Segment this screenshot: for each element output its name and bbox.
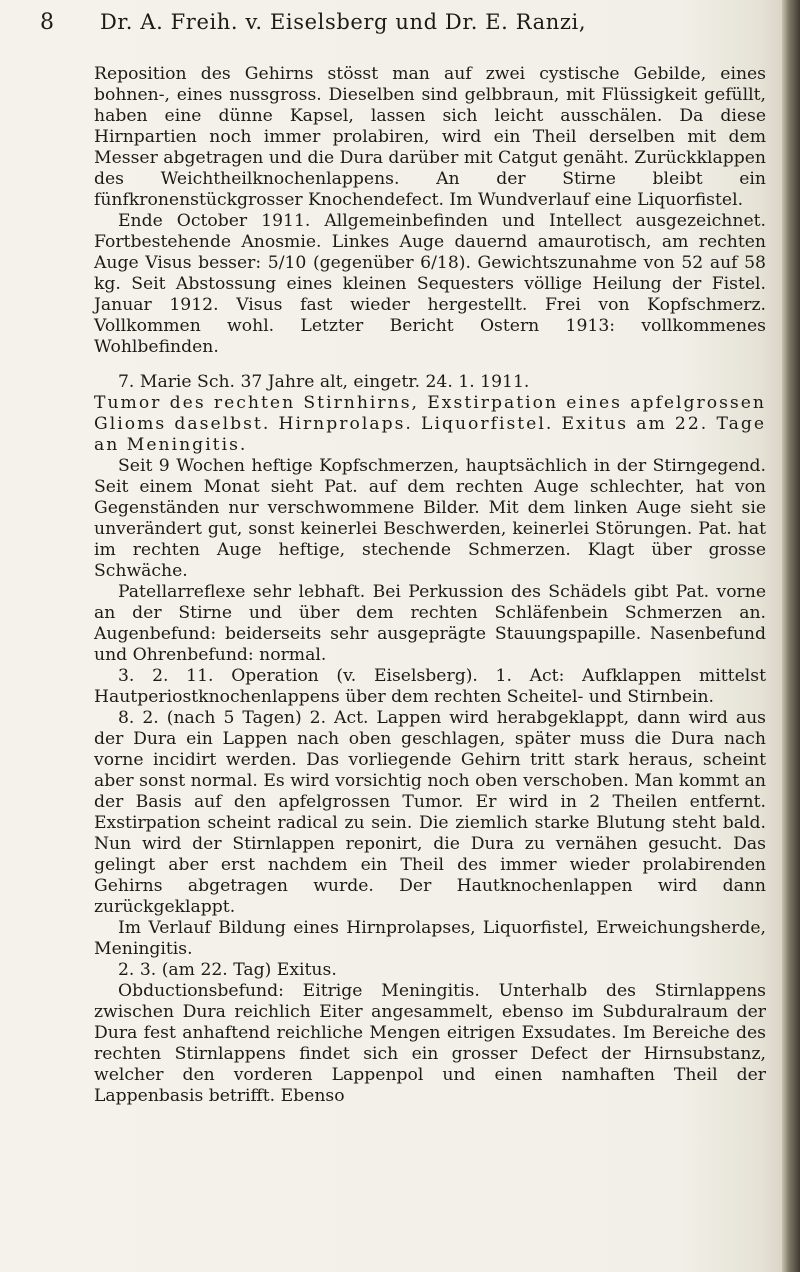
paragraph-follow-up: Ende October 1911. Allgemeinbefinden und Intellect ausgezeichnet. Fortbestehende Anosmie. Linkes Auge dauernd amaurotisch, am rechten Auge Visus besser: 5/10 (gegenüber 6/18). Gewichtszunahme von 52 auf 58 kg. Seit Abstossung eines kleinen Sequesters völlige Heilung der Fistel. Januar 1912. Visus fast wieder hergestellt. Frei von Kopfschmerz. Vollkommen wohl. Letzter Bericht Ostern 1913: vollkommenes Wohlbefinden. [94,211,766,357]
case-heading: 7. Marie Sch. 37 Jahre alt, eingetr. 24. 1. 1911. [118,372,530,392]
paragraph-history: Seit 9 Wochen heftige Kopfschmerzen, hauptsächlich in der Stirngegend. Seit einem Monat sieht Pat. auf dem rechten Auge schlechter, hat von Gegenständen nur verschwommene Bilder. Mit dem linken Auge sieht sie unverändert gut, sonst keinerlei Beschwerden, keinerlei Störungen. Pat. hat im rechten Auge heftige, stechende Schmerzen. Klagt über grosse Schwäche. [94,456,766,581]
paragraph-operation-second-act: 8. 2. (nach 5 Tagen) 2. Act. Lappen wird herabgeklappt, dann wird aus der Dura ein Lappen nach oben geschlagen, später muss die Dura nach vorne incidirt werden. Das vorliegende Gehirn tritt stark heraus, scheint aber sonst normal. Es wird vorsichtig noch oben verschoben. Man kommt an der Basis auf den apfelgrossen Tumor. Er wird in 2 Theilen entfernt. Exstirpation scheint radical zu sein. Die ziemlich starke Blutung steht bald. Nun wird der Stirnlappen reponirt, die Dura zu vernähen gesucht. Das gelingt aber erst nachdem ein Theil des immer wieder prolabirenden Gehirns abgetragen wurde. Der Hautknochenlappen wird dann zurückgeklappt. [94,708,766,917]
page-header [40,10,740,40]
running-head: Dr. A. Freih. v. Eiselsberg und Dr. E. Ranzi, [100,10,587,34]
paragraph-reposition: Reposition des Gehirns stösst man auf zwei cystische Gebilde, eines bohnen-, eines nussgross. Dieselben sind gelbbraun, mit Flüssigkeit gefüllt, haben eine dünne Kapsel, lassen sich leicht ausschälen. Da diese Hirnpartien noch immer prolabiren, wird ein Theil derselben mit dem Messer abgetragen und die Dura darüber mit Catgut genäht. Zurückklappen des Weichtheilknochenlappens. An der Stirne bleibt ein fünfkronenstückgrosser Knochendefect. Im Wundverlauf eine Liquorfistel. [94,64,766,210]
paragraph-course: Im Verlauf Bildung eines Hirnprolapses, Liquorfistel, Erweichungsherde, Meningitis. [94,918,766,959]
page-edge-shadow [782,0,800,1272]
paragraph-findings: Patellarreflexe sehr lebhaft. Bei Perkussion des Schädels gibt Pat. vorne an der Stirne und über dem rechten Schläfenbein Schmerzen an. Augenbefund: beiderseits sehr ausgeprägte Stauungspapille. Nasenbefund und Ohrenbefund: normal. [94,582,766,665]
page-number: 8 [40,10,55,35]
case-summary: Tumor des rechten Stirnhirns, Exstirpation eines apfelgrossen Glioms daselbst. Hirnprolaps. Liquorfistel. Exitus am 22. Tage an Meningitis. [94,393,766,455]
paragraph-autopsy: Obductionsbefund: Eitrige Meningitis. Unterhalb des Stirnlappens zwischen Dura reichlich Eiter angesammelt, ebenso im Subduralraum der Dura fest anhaftend reichliche Mengen eitrigen Exsudates. Im Bereiche des rechten Stirnlappens findet sich ein grosser Defect der Hirnsubstanz, welcher den vorderen Lappenpol und einen namhaften Theil der Lappenbasis betrifft. Ebenso [94,981,766,1106]
paragraph-exitus: 2. 3. (am 22. Tag) Exitus. [118,960,337,980]
body-text [94,64,766,1107]
paragraph-operation-first-act: 3. 2. 11. Operation (v. Eiselsberg). 1. Act: Aufklappen mittelst Hautperiostknochenlappens über dem rechten Scheitel- und Stirnbein. [94,666,766,707]
